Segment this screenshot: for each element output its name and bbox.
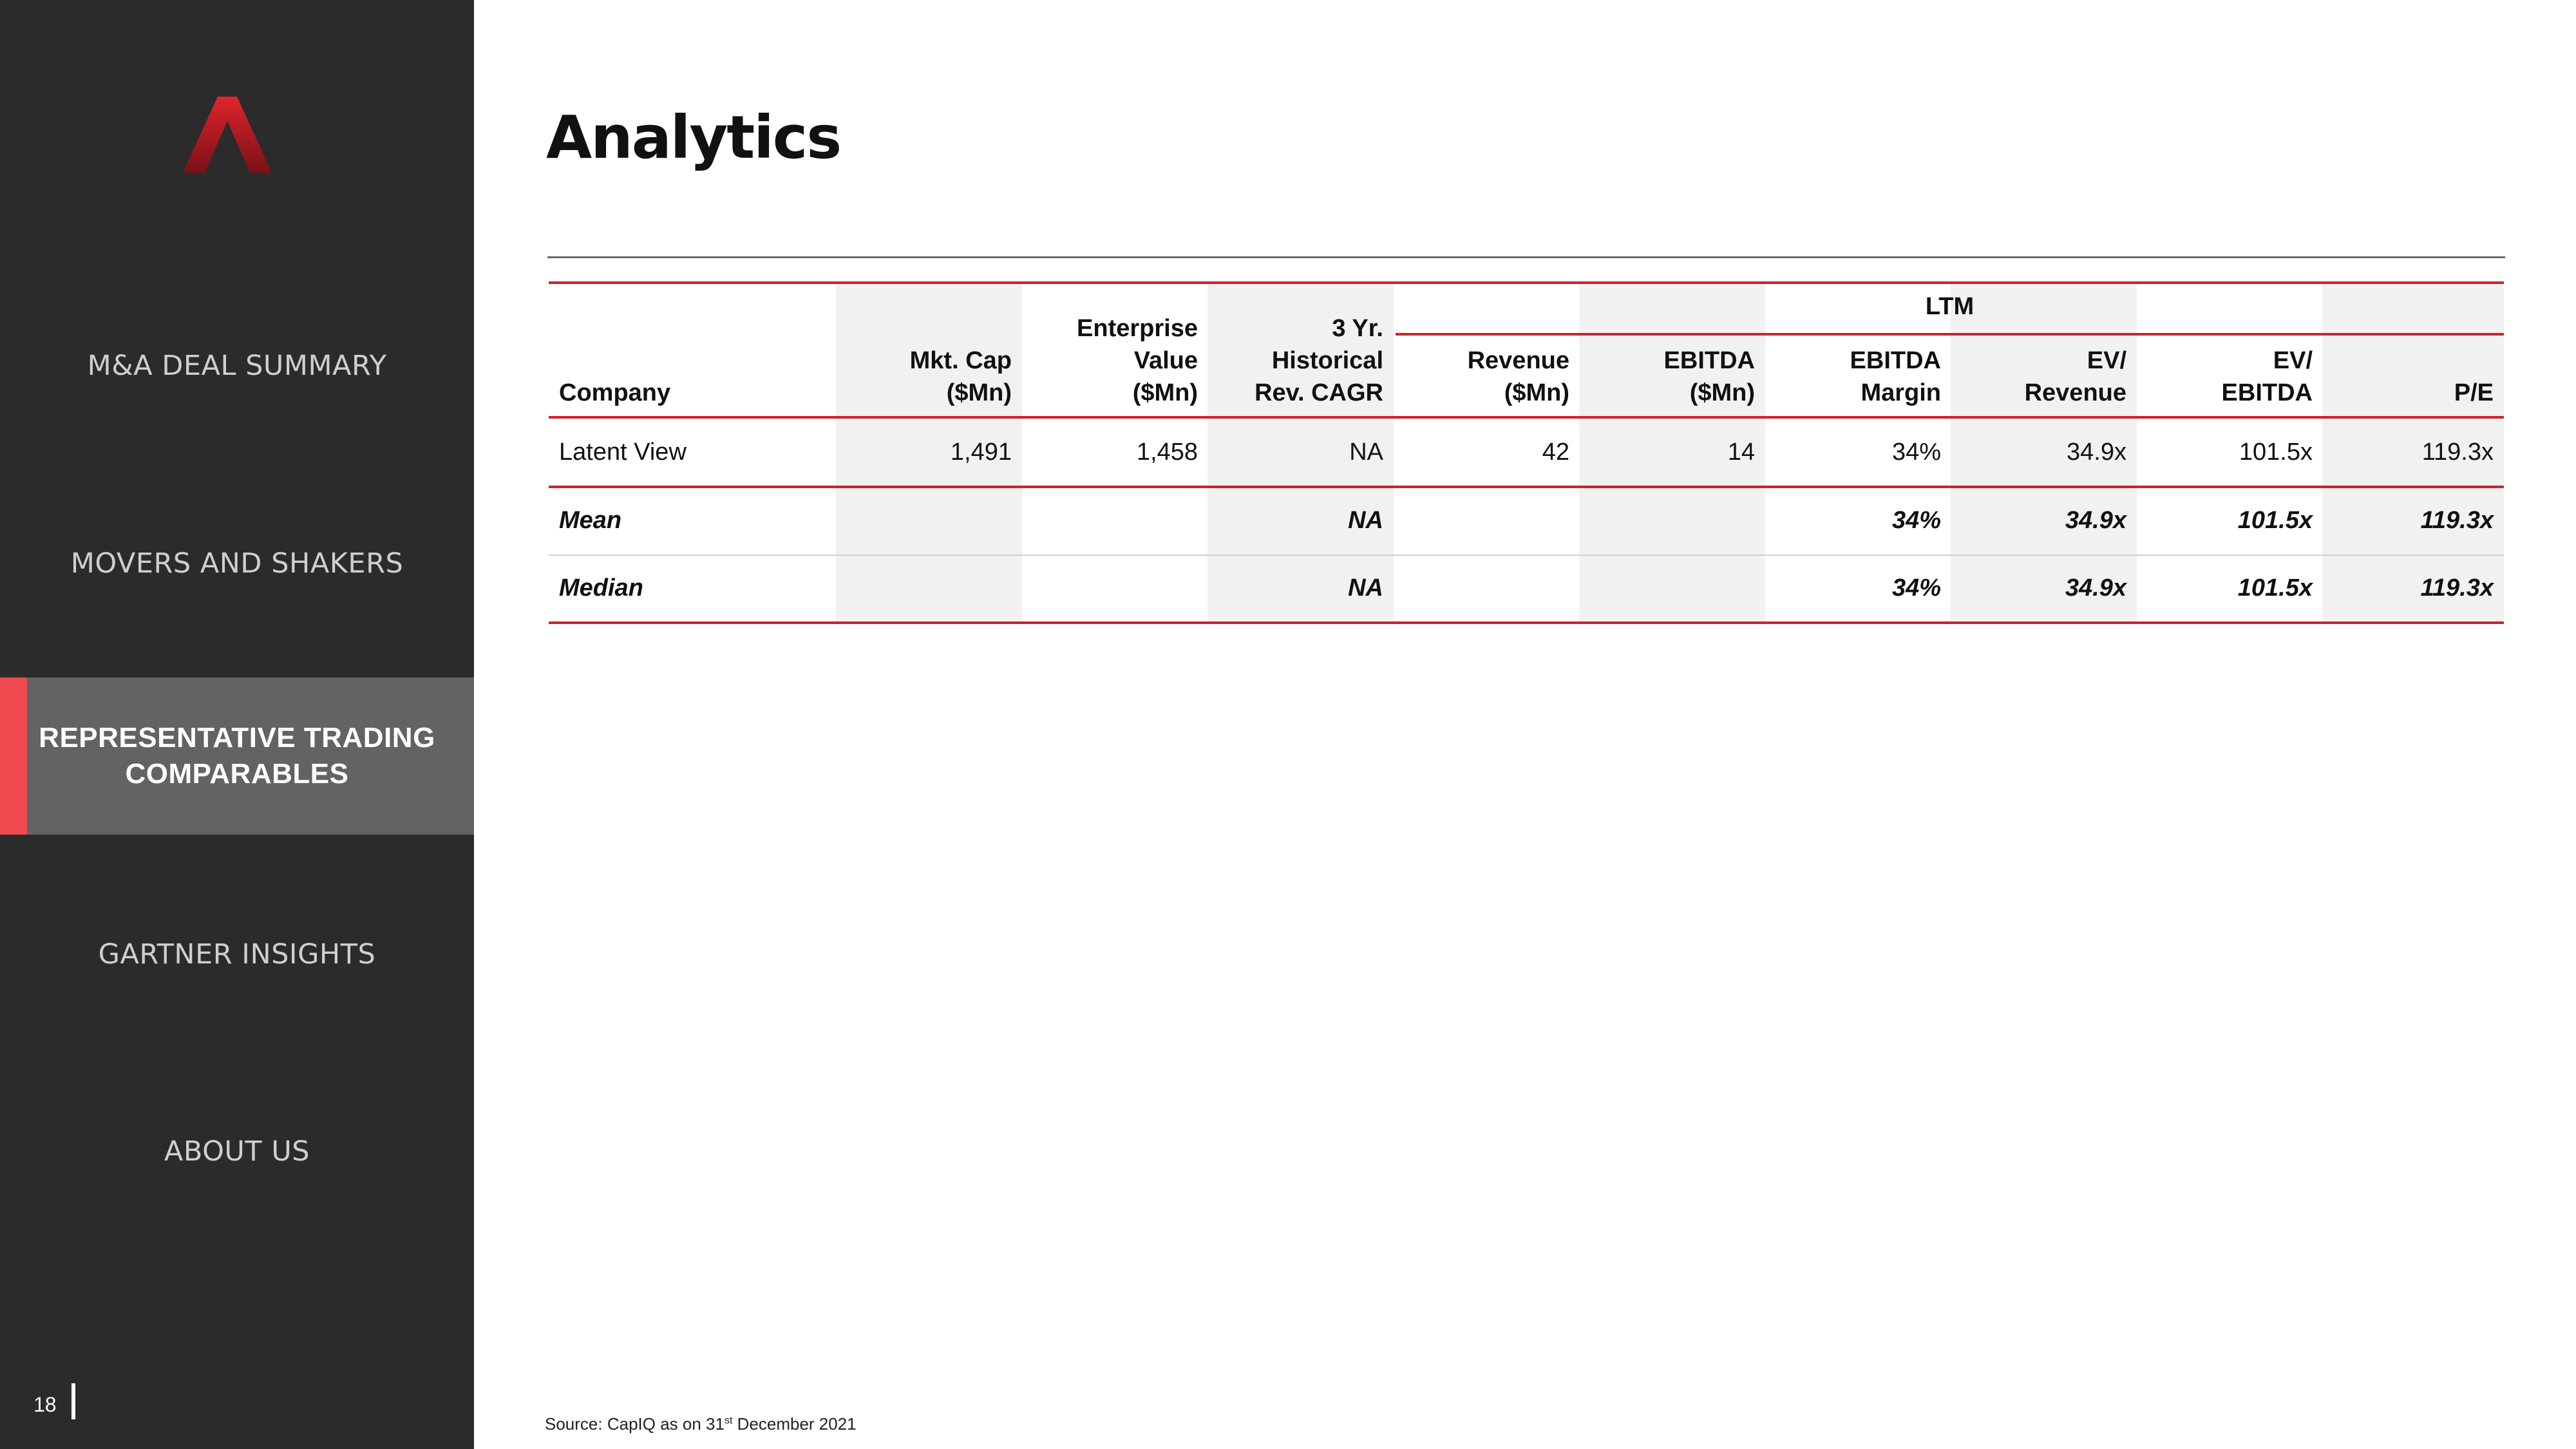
sidebar-item-label: ABOUT US (164, 1135, 310, 1168)
table-cell: NA (1348, 574, 1383, 601)
source-note (545, 1414, 857, 1434)
data-rule (549, 486, 2504, 488)
header-rule (549, 416, 2504, 419)
table-cell: 101.5x (2239, 439, 2313, 466)
header-rev-cagr (1208, 312, 1383, 409)
sidebar-item-label-line1: REPRESENTATIVE TRADING (39, 722, 435, 753)
sidebar (0, 0, 474, 1449)
table-cell: 119.3x (2420, 574, 2494, 601)
table-cell: 14 (1727, 439, 1755, 466)
logo-icon (183, 97, 272, 173)
header-line: ($Mn) (946, 379, 1012, 406)
header-line: Value (1133, 347, 1198, 374)
header-line: ($Mn) (1132, 379, 1198, 406)
source-text: December 2021 (732, 1414, 857, 1434)
header-line: Revenue (2024, 379, 2126, 406)
table-cell: 34.9x (2065, 507, 2126, 534)
header-ev-revenue (1951, 345, 2126, 409)
table-cell: 34% (1891, 439, 1941, 466)
header-company: Company (559, 379, 671, 406)
ltm-group-rule (1396, 333, 2504, 336)
page-number: 18 (33, 1393, 57, 1416)
table-cell-company: Mean (559, 507, 622, 534)
table-cell: 34% (1891, 507, 1941, 534)
header-line: Rev. CAGR (1255, 379, 1383, 406)
sidebar-item-representative-trading-comparables[interactable] (0, 677, 474, 835)
table-cell: NA (1348, 507, 1383, 534)
header-line: 3 Yr. (1332, 315, 1383, 342)
source-text: Source: CapIQ as on 31 (545, 1414, 724, 1434)
header-revenue (1394, 345, 1569, 409)
page-title: Analytics (546, 103, 841, 172)
header-ev-ebitda (2137, 345, 2313, 409)
sidebar-item-about-us[interactable] (0, 1132, 474, 1171)
table-cell-company: Latent View (559, 439, 687, 466)
table-cell: 119.3x (2420, 507, 2494, 534)
header-line: Mkt. Cap (909, 347, 1012, 374)
header-pe (2322, 377, 2494, 409)
header-line: Margin (1861, 379, 1941, 406)
header-mkt-cap (836, 345, 1012, 409)
header-line: EV/ (2273, 347, 2313, 374)
table-cell: 101.5x (2237, 507, 2313, 534)
header-line: ($Mn) (1504, 379, 1569, 406)
header-line: ($Mn) (1689, 379, 1755, 406)
sidebar-item-label: M&A DEAL SUMMARY (87, 350, 387, 382)
header-line: EBITDA (2221, 379, 2313, 406)
table-cell: NA (1349, 439, 1383, 466)
header-line: EV/ (2087, 347, 2126, 374)
table-top-rule (549, 281, 2504, 284)
sidebar-item-label-line2: COMPARABLES (125, 758, 349, 790)
row-separator (549, 554, 2504, 556)
sidebar-item-movers-and-shakers[interactable] (0, 544, 474, 583)
table-cell: 42 (1542, 439, 1569, 466)
sidebar-item-gartner-insights[interactable] (0, 935, 474, 974)
ltm-group-label: LTM (1925, 293, 1975, 320)
header-enterprise-value (1022, 312, 1198, 409)
table-cell: 101.5x (2237, 574, 2313, 601)
table-cell-company: Median (559, 574, 643, 601)
header-line: EBITDA (1663, 347, 1755, 374)
active-indicator (0, 677, 27, 835)
header-ebitda (1579, 345, 1755, 409)
header-line: P/E (2454, 379, 2494, 406)
table-bottom-rule (549, 621, 2504, 624)
sidebar-item-label: MOVERS AND SHAKERS (70, 547, 404, 580)
sidebar-item-label: GARTNER INSIGHTS (98, 938, 376, 971)
header-line: Enterprise (1077, 315, 1198, 342)
header-ebitda-margin (1765, 345, 1941, 409)
table-cell: 1,458 (1136, 439, 1198, 466)
title-divider (547, 256, 2505, 258)
source-superscript: st (724, 1415, 733, 1426)
header-line: Revenue (1467, 347, 1569, 374)
table-cell: 34.9x (2065, 574, 2126, 601)
table-cell: 34.9x (2067, 439, 2126, 466)
sidebar-item-ma-deal-summary[interactable] (0, 346, 474, 385)
table-cell: 119.3x (2421, 439, 2494, 466)
table-cell: 34% (1891, 574, 1941, 601)
table-cell: 1,491 (950, 439, 1012, 466)
header-line: EBITDA (1850, 347, 1941, 374)
header-line: Historical (1271, 347, 1383, 374)
page-number-divider (71, 1383, 75, 1419)
